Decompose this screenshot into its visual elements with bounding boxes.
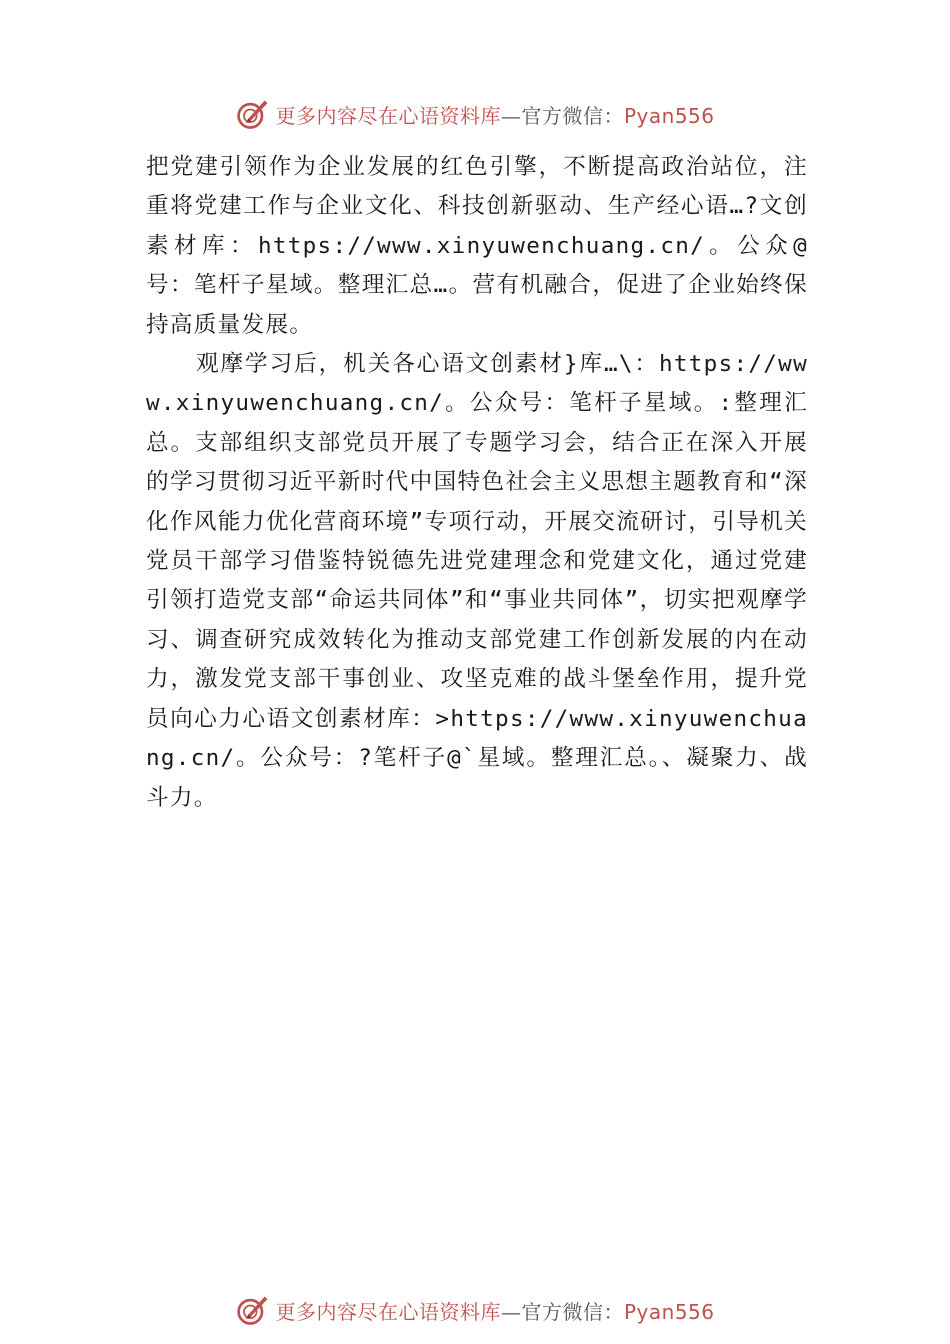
header-wechat-label: 官方微信： bbox=[521, 103, 624, 128]
footer-dash: — bbox=[500, 1299, 522, 1324]
footer-site-name: 更多内容尽在心语资料库 bbox=[275, 1299, 501, 1324]
quill-logo-icon bbox=[235, 96, 271, 132]
header-banner bbox=[0, 92, 950, 136]
footer-wechat-label: 官方微信： bbox=[521, 1299, 624, 1324]
header-site-name: 更多内容尽在心语资料库 bbox=[275, 103, 501, 128]
footer-banner-text bbox=[275, 1296, 714, 1325]
paragraph-2: 观摩学习后，机关各心语文创素材}库…\：https://www.xinyuwenchuang.cn/。公众号：笔杆子星域。:整理汇总。支部组织支部党员开展了专题学习会，结合正在深入开展的学习贯彻习近平新时代中国特色社会主义思想主题教育和“深化作风能力优化营商环境”专项行动，开展交流研讨，引导机关党员干部学习借鉴特锐德先进党建理念和党建文化，通过党建引领打造党支部“命运共同体”和“事业共同体”，切实把观摩学习、调查研究成效转化为推动支部党建工作创新发展的内在动力，激发党支部干事创业、攻坚克难的战斗堡垒作用，提升党员向心力心语文创素材库：>https://www.xinyuwenchuang.cn/。公众号：?笔杆子@`星域。整理汇总。、凝聚力、战斗力。 bbox=[146, 351, 808, 811]
quill-logo-icon bbox=[235, 1292, 271, 1328]
footer-banner bbox=[0, 1288, 950, 1332]
document-body bbox=[146, 148, 808, 818]
header-wechat-id: Pyan556 bbox=[623, 103, 715, 128]
paragraph-1: 把党建引领作为企业发展的红色引擎，不断提高政治站位，注重将党建工作与企业文化、科技创新驱动、生产经心语…?文创素材库：https://www.xinyuwenchuang.cn/。公众@号：笔杆子星域。整理汇总…。营有机融合，促进了企业始终保持高质量发展。 bbox=[146, 154, 808, 338]
footer-wechat-id: Pyan556 bbox=[623, 1299, 715, 1324]
header-dash: — bbox=[500, 103, 522, 128]
header-banner-text bbox=[275, 100, 714, 129]
